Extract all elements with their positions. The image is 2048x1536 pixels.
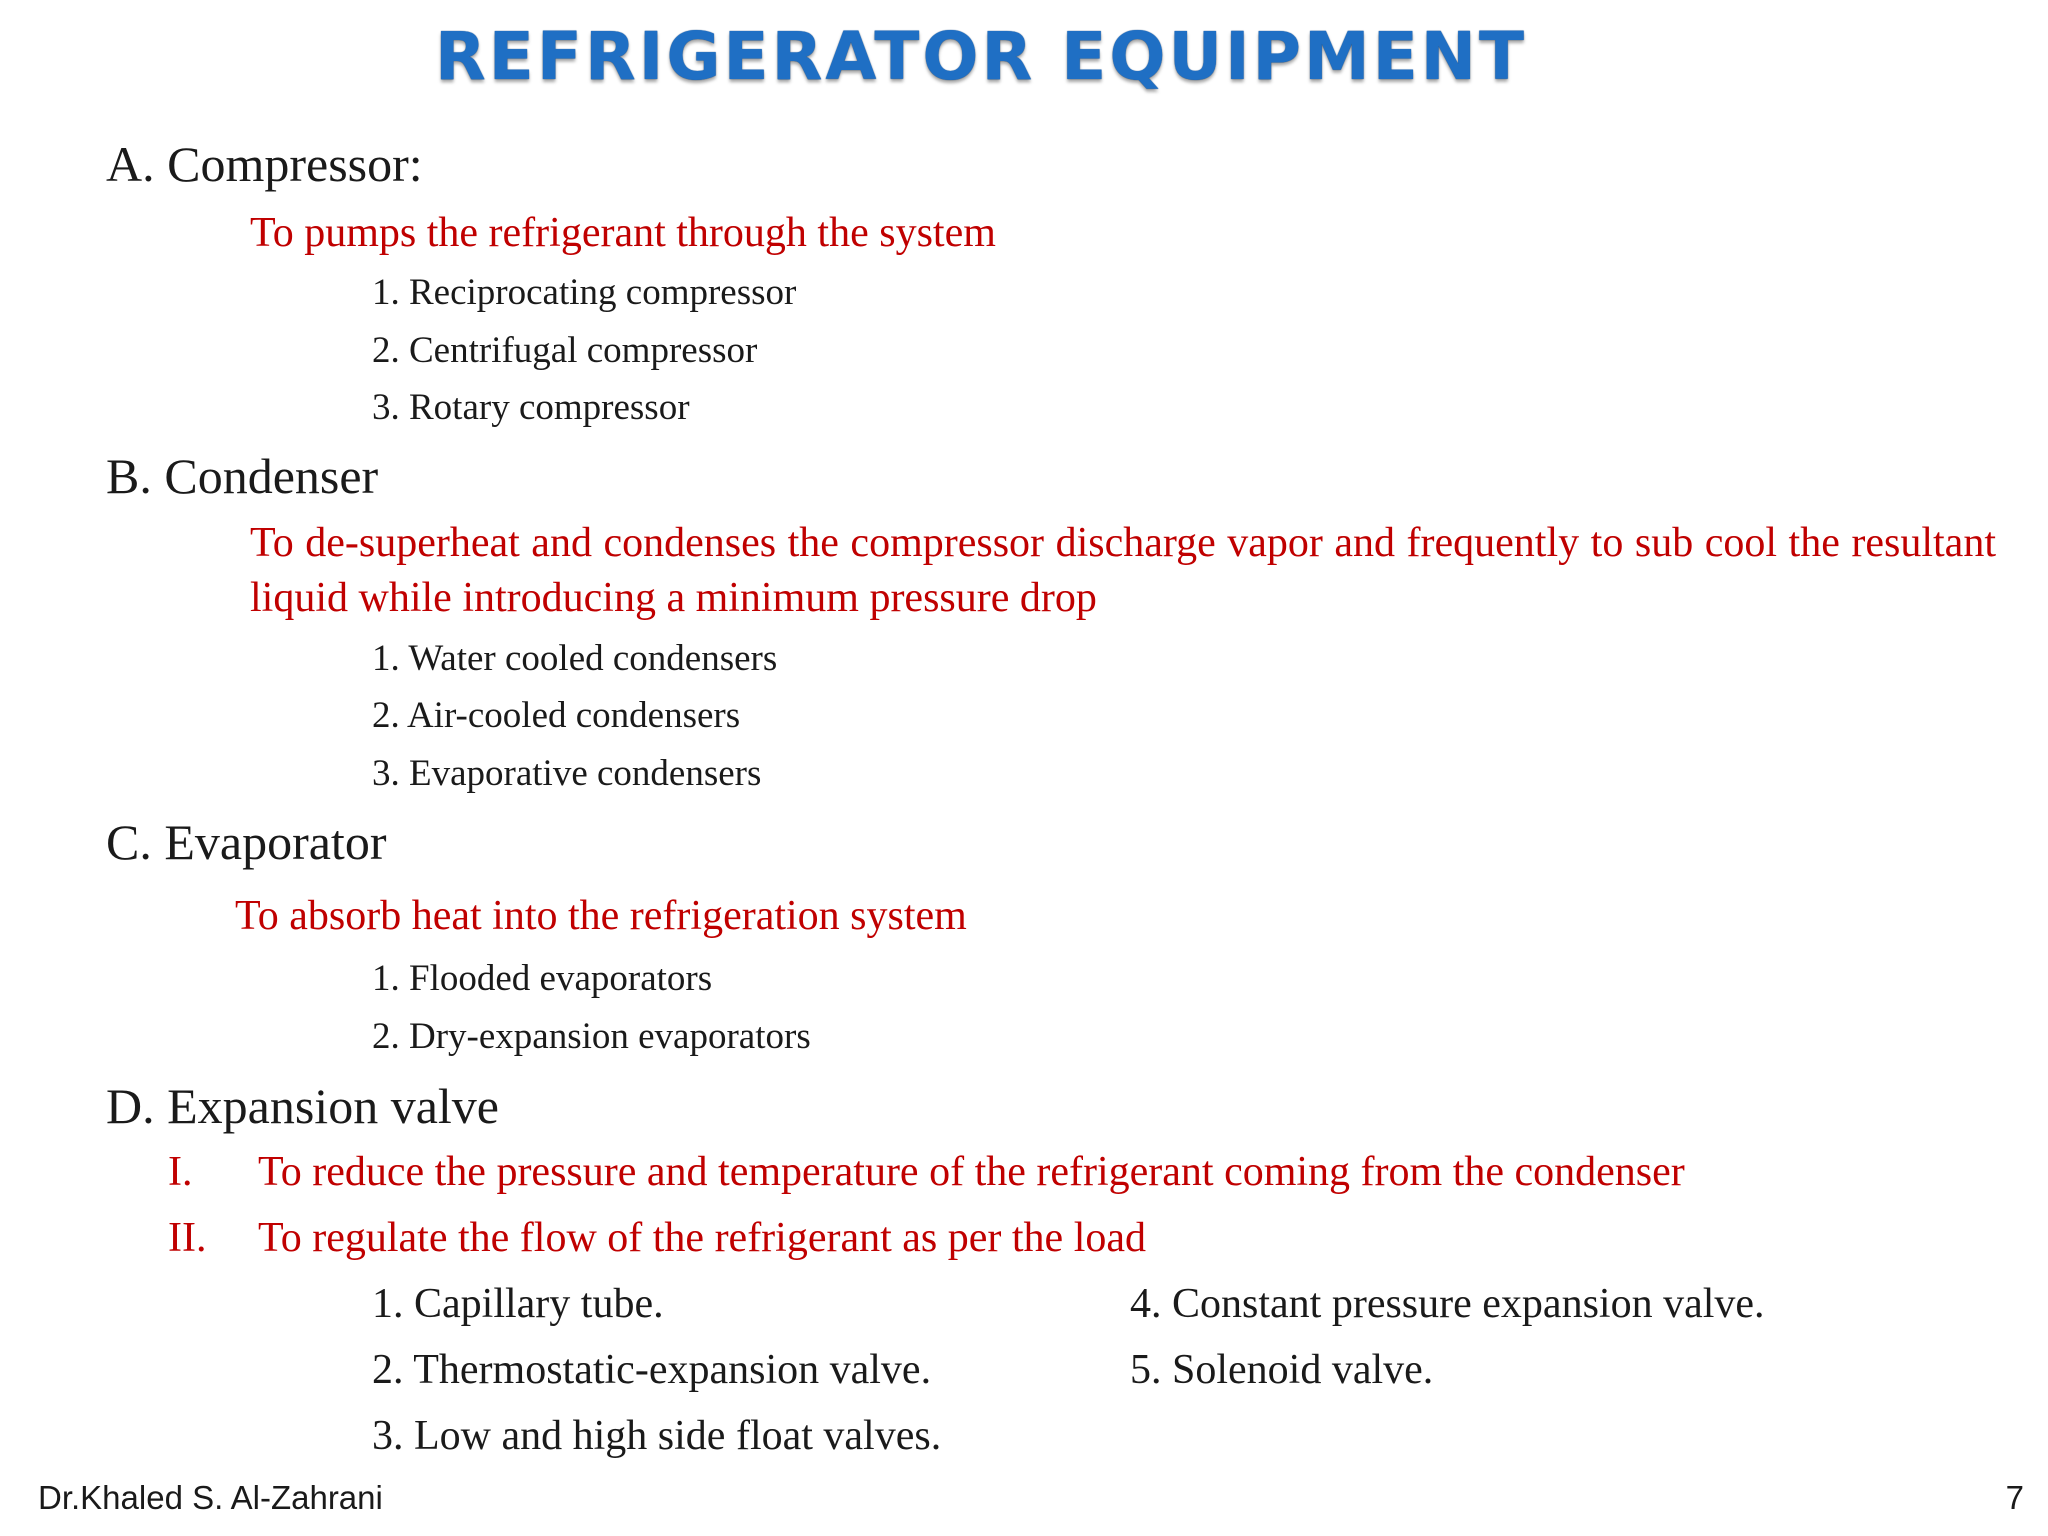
- list-item: 3. Evaporative condensers: [372, 753, 762, 794]
- section-description-evaporator: To absorb heat into the refrigeration system: [235, 893, 967, 939]
- section-heading-compressor: A. Compressor:: [106, 136, 423, 192]
- list-item: 1. Flooded evaporators: [372, 958, 713, 999]
- section-heading-evaporator: C. Evaporator: [106, 814, 387, 870]
- section-description-compressor: To pumps the refrigerant through the system: [250, 210, 996, 256]
- section-heading-condenser: B. Condenser: [106, 448, 379, 504]
- list-item: 1. Water cooled condensers: [372, 638, 778, 679]
- roman-numeral: I.: [168, 1149, 193, 1195]
- section-heading-expansion-valve: D. Expansion valve: [106, 1078, 499, 1134]
- list-item: 2. Dry-expansion evaporators: [372, 1016, 811, 1057]
- list-item: 5. Solenoid valve.: [1130, 1347, 1434, 1393]
- list-item: 2. Air-cooled condensers: [372, 695, 741, 736]
- list-item: 3. Low and high side float valves.: [372, 1413, 942, 1459]
- slide-title: REFRIGERATOR EQUIPMENT: [434, 18, 1528, 95]
- section-description-condenser: To de-superheat and condenses the compressor discharge vapor and frequently to sub cool the resultant liquid while introducing a minimum pressure drop: [250, 520, 1996, 621]
- list-item: 4. Constant pressure expansion valve.: [1130, 1281, 1765, 1327]
- list-item: 3. Rotary compressor: [372, 387, 690, 428]
- list-item: 1. Capillary tube.: [372, 1281, 664, 1327]
- page-number: 7: [2005, 1479, 2024, 1516]
- footer-author: Dr.Khaled S. Al-Zahrani: [38, 1479, 383, 1516]
- roman-numeral: II.: [168, 1215, 207, 1261]
- purpose-text: To reduce the pressure and temperature of the refrigerant coming from the condenser: [258, 1149, 1685, 1195]
- purpose-text: To regulate the flow of the refrigerant as per the load: [258, 1215, 1147, 1261]
- list-item: 2. Centrifugal compressor: [372, 330, 758, 371]
- list-item: 2. Thermostatic-expansion valve.: [372, 1347, 932, 1393]
- list-item: 1. Reciprocating compressor: [372, 272, 797, 313]
